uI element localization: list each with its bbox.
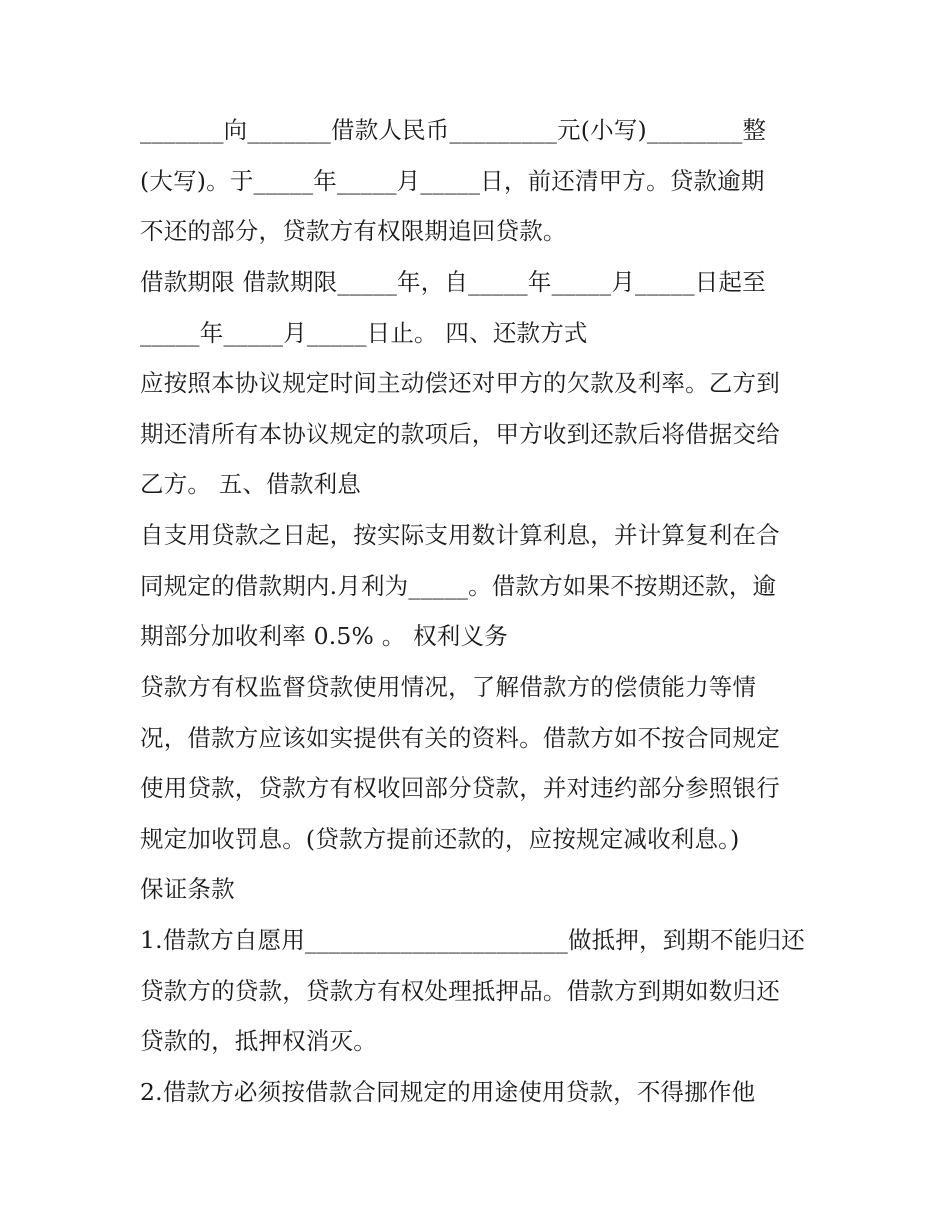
text-line: 借款期限 借款期限_____年，自_____年_____月_____日起至 (140, 268, 766, 296)
text-line: 况，借款方应该如实提供有关的资料。借款方如不按合同规定 (140, 724, 780, 752)
text-line: 使用贷款，贷款方有权收回部分贷款，并对违约部分参照银行 (140, 774, 780, 802)
text-line: 期还清所有本协议规定的款项后，甲方收到还款后将借据交给 (140, 420, 780, 448)
text-line: 贷款的，抵押权消灭。 (140, 1027, 377, 1055)
text-line: 2.借款方必须按借款合同规定的用途使用贷款，不得挪作他 (140, 1078, 756, 1106)
text-line: _______向_______借款人民币_________元(小写)________整 (140, 116, 767, 144)
text-line: 贷款方的贷款，贷款方有权处理抵押品。借款方到期如数归还 (140, 977, 780, 1005)
text-line: 自支用贷款之日起，按实际支用数计算利息，并计算复利在合 (140, 521, 780, 549)
text-line: 1.借款方自愿用______________________做抵押，到期不能归还 (140, 926, 805, 954)
text-line: 期部分加收利率 0.5% 。 权利义务 (140, 622, 508, 650)
text-line: 保证条款 (140, 875, 235, 903)
text-line: 不还的部分，贷款方有权限期追回贷款。 (140, 217, 567, 245)
text-line: 同规定的借款期内.月利为_____。借款方如果不按期还款，逾 (140, 572, 777, 600)
text-line: 应按照本协议规定时间主动偿还对甲方的欠款及利率。乙方到 (140, 369, 780, 397)
text-line: 规定加收罚息。(贷款方提前还款的，应按规定减收利息。) (140, 825, 740, 853)
text-line: 乙方。 五、借款利息 (140, 470, 361, 498)
text-line: 贷款方有权监督贷款使用情况，了解借款方的偿债能力等情 (140, 673, 757, 701)
text-line: _____年_____月_____日止。 四、还款方式 (140, 319, 588, 347)
text-line: (大写)。于_____年_____月_____日，前还清甲方。贷款逾期 (140, 167, 765, 195)
